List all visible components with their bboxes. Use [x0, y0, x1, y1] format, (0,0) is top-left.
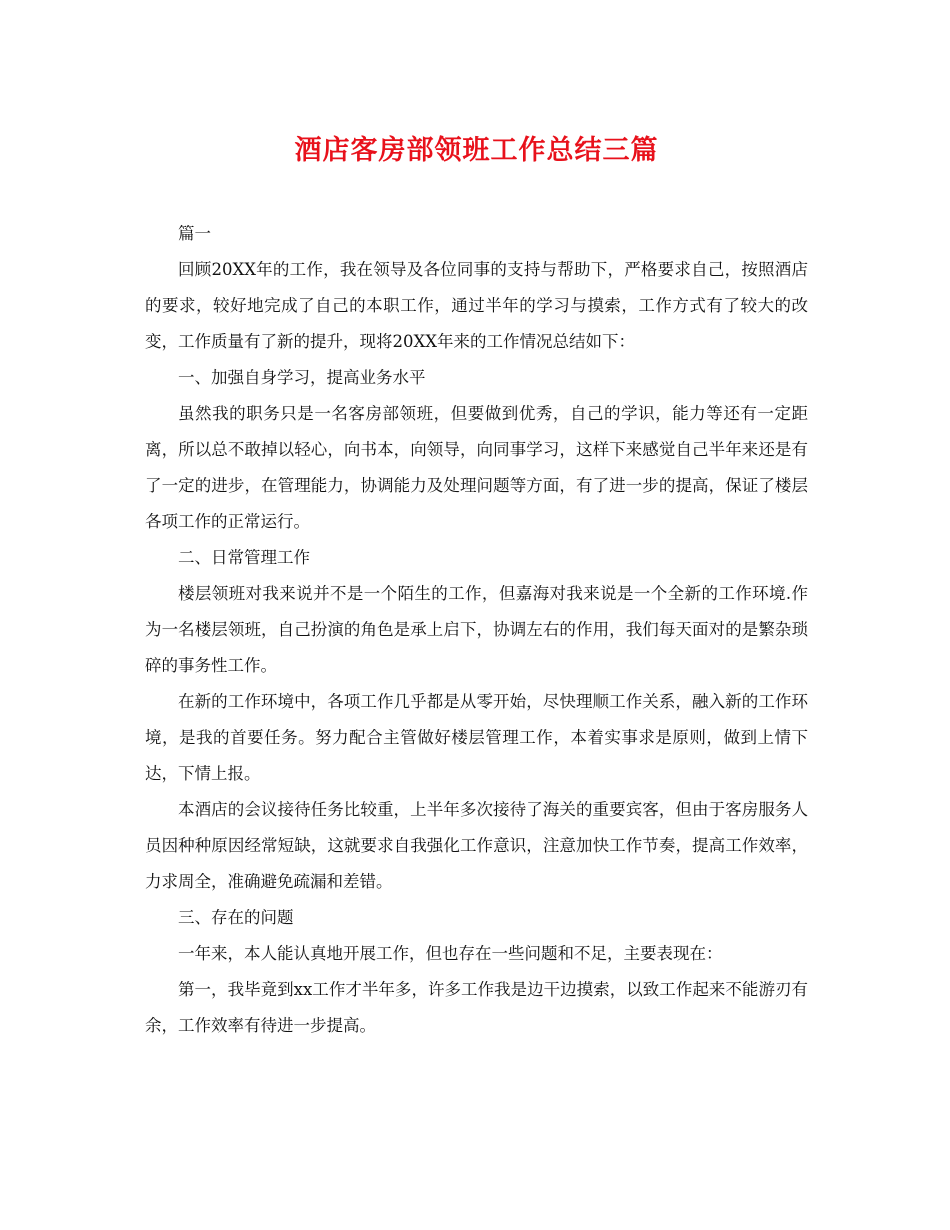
paragraph: 第一，我毕竟到xx工作才半年多，许多工作我是边干边摸索，以致工作起来不能游刃有余，工作效率有待进一步提高。 [145, 980, 808, 1035]
document-title: 酒店客房部领班工作总结三篇 [294, 135, 659, 166]
paragraph: 在新的工作环境中，各项工作几乎都是从零开始，尽快理顺工作关系，融入新的工作环境，是我的首要任务。努力配合主管做好楼层管理工作，本着实事求是原则，做到上情下达，下情上报。 [145, 692, 808, 783]
paragraph-intro: 回顾20XX年的工作，我在领导及各位同事的支持与帮助下，严格要求自己，按照酒店的要求，较好地完成了自己的本职工作，通过半年的学习与摸索，工作方式有了较大的改变，工作质量有了新的提升，现将20XX年来的工作情况总结如下： [145, 260, 808, 351]
paragraph-section-label: 篇一 [178, 224, 211, 243]
paragraph: 一年来，本人能认真地开展工作，但也存在一些问题和不足，主要表现在： [178, 944, 723, 963]
heading-3: 三、存在的问题 [178, 908, 294, 927]
document-body [145, 216, 808, 1044]
heading-2: 二、日常管理工作 [178, 548, 310, 567]
paragraph: 楼层领班对我来说并不是一个陌生的工作，但嘉海对我来说是一个全新的工作环境.作为一名楼层领班，自己扮演的角色是承上启下，协调左右的作用，我们每天面对的是繁杂琐碎的事务性工作。 [145, 584, 808, 675]
heading-1: 一、加强自身学习，提高业务水平 [178, 368, 426, 387]
paragraph: 虽然我的职务只是一名客房部领班，但要做到优秀，自己的学识，能力等还有一定距离，所以总不敢掉以轻心，向书本，向领导，向同事学习，这样下来感觉自己半年来还是有了一定的进步，在管理能力，协调能力及处理问题等方面，有了进一步的提高，保证了楼层各项工作的正常运行。 [145, 404, 808, 531]
paragraph: 本酒店的会议接待任务比较重，上半年多次接待了海关的重要宾客，但由于客房服务人员因种种原因经常短缺，这就要求自我强化工作意识，注意加快工作节奏，提高工作效率，力求周全，准确避免疏漏和差错。 [145, 800, 808, 891]
